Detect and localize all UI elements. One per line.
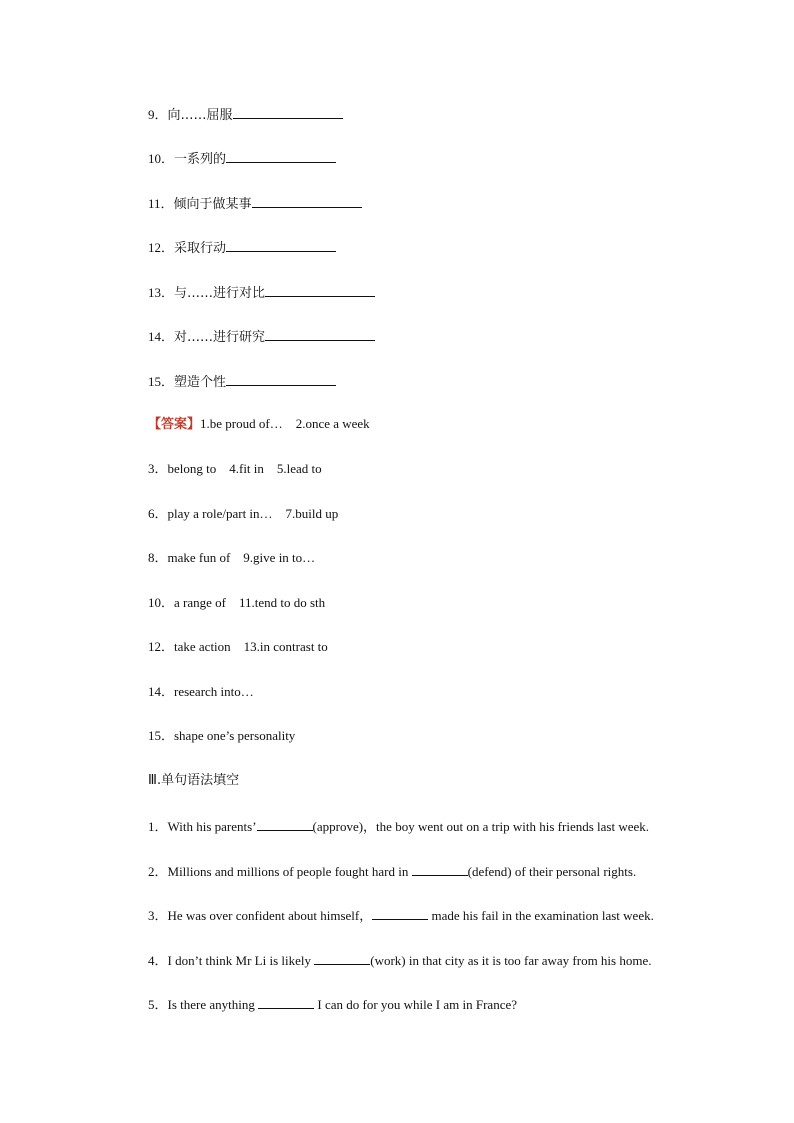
- answer-text: 1.be proud of… 2.once a week: [200, 416, 370, 431]
- question-text-before: With his parents’: [167, 819, 257, 834]
- vocab-item-10: [148, 148, 336, 169]
- answer-tag: 【答案】: [148, 417, 201, 432]
- answer-blank[interactable]: [265, 326, 375, 341]
- item-text: 倾向于做某事: [173, 197, 252, 212]
- question-3: [148, 905, 654, 925]
- vocab-item-11: [148, 193, 362, 214]
- question-number: 3．: [148, 908, 168, 923]
- answer-blank[interactable]: [314, 950, 370, 965]
- answer-text: 15．shape one’s personality: [148, 728, 296, 743]
- answer-blank[interactable]: [372, 905, 428, 920]
- vocab-item-12: [148, 237, 336, 258]
- answer-blank[interactable]: [226, 371, 336, 386]
- vocab-item-14: [148, 326, 375, 347]
- answer-blank[interactable]: [226, 237, 336, 252]
- question-text-before: Is there anything: [167, 997, 259, 1012]
- answer-blank[interactable]: [258, 994, 314, 1009]
- item-text: 向……屈服: [167, 108, 233, 123]
- question-text-before: I don’t think Mr Li is likely: [167, 953, 315, 968]
- item-text: 塑造个性: [174, 375, 227, 390]
- question-4: [148, 950, 652, 970]
- item-text: 对……进行研究: [174, 330, 266, 345]
- answer-blank[interactable]: [257, 816, 313, 831]
- item-number: 14．: [148, 329, 175, 344]
- answer-line-1: [148, 415, 370, 434]
- item-text: 与……进行对比: [174, 286, 266, 301]
- item-number: 9．: [148, 107, 168, 122]
- question-5: [148, 994, 517, 1014]
- answer-blank[interactable]: [252, 193, 362, 208]
- question-text-after: (defend) of their personal rights.: [467, 864, 637, 879]
- question-2: [148, 861, 636, 881]
- item-number: 15．: [148, 374, 175, 389]
- answer-line-7: [148, 683, 254, 701]
- question-text-before: He was over confident about himself，: [167, 908, 373, 923]
- item-number: 11．: [148, 196, 174, 211]
- question-number: 2．: [148, 864, 168, 879]
- answer-text: 14．research into…: [148, 684, 254, 699]
- question-number: 4．: [148, 953, 168, 968]
- question-1: [148, 816, 649, 836]
- item-number: 13．: [148, 285, 175, 300]
- question-text-after: made his fail in the examination last week.: [428, 908, 654, 923]
- answer-blank[interactable]: [412, 861, 468, 876]
- vocab-item-15: [148, 371, 336, 392]
- section-title: Ⅲ.单句语法填空: [148, 773, 240, 788]
- question-number: 5．: [148, 997, 168, 1012]
- answer-blank[interactable]: [233, 104, 343, 119]
- item-text: 一系列的: [174, 152, 227, 167]
- question-text-after: I can do for you while I am in France?: [314, 997, 518, 1012]
- question-text-after: (work) in that city as it is too far away from his home.: [370, 953, 652, 968]
- item-number: 10．: [148, 151, 175, 166]
- answer-text: 10．a range of 11.tend to do sth: [148, 595, 326, 610]
- answer-blank[interactable]: [226, 148, 336, 163]
- answer-text: 12．take action 13.in contrast to: [148, 639, 328, 654]
- vocab-item-13: [148, 282, 375, 303]
- answer-blank[interactable]: [265, 282, 375, 297]
- answer-line-4: [148, 549, 315, 567]
- question-text-before: Millions and millions of people fought hard in: [167, 864, 412, 879]
- item-text: 采取行动: [174, 241, 227, 256]
- question-text-after: (approve)，the boy went out on a trip with his friends last week.: [312, 819, 650, 834]
- answer-line-8: [148, 727, 295, 745]
- answer-text: 6．play a role/part in… 7.build up: [148, 506, 339, 521]
- answer-line-6: [148, 638, 328, 656]
- question-number: 1．: [148, 819, 168, 834]
- item-number: 12．: [148, 240, 175, 255]
- answer-line-3: [148, 505, 338, 523]
- answer-line-2: [148, 460, 322, 478]
- answer-text: 8．make fun of 9.give in to…: [148, 550, 316, 565]
- answer-text: 3．belong to 4.fit in 5.lead to: [148, 461, 322, 476]
- answer-line-5: [148, 594, 325, 612]
- vocab-item-9: [148, 104, 343, 125]
